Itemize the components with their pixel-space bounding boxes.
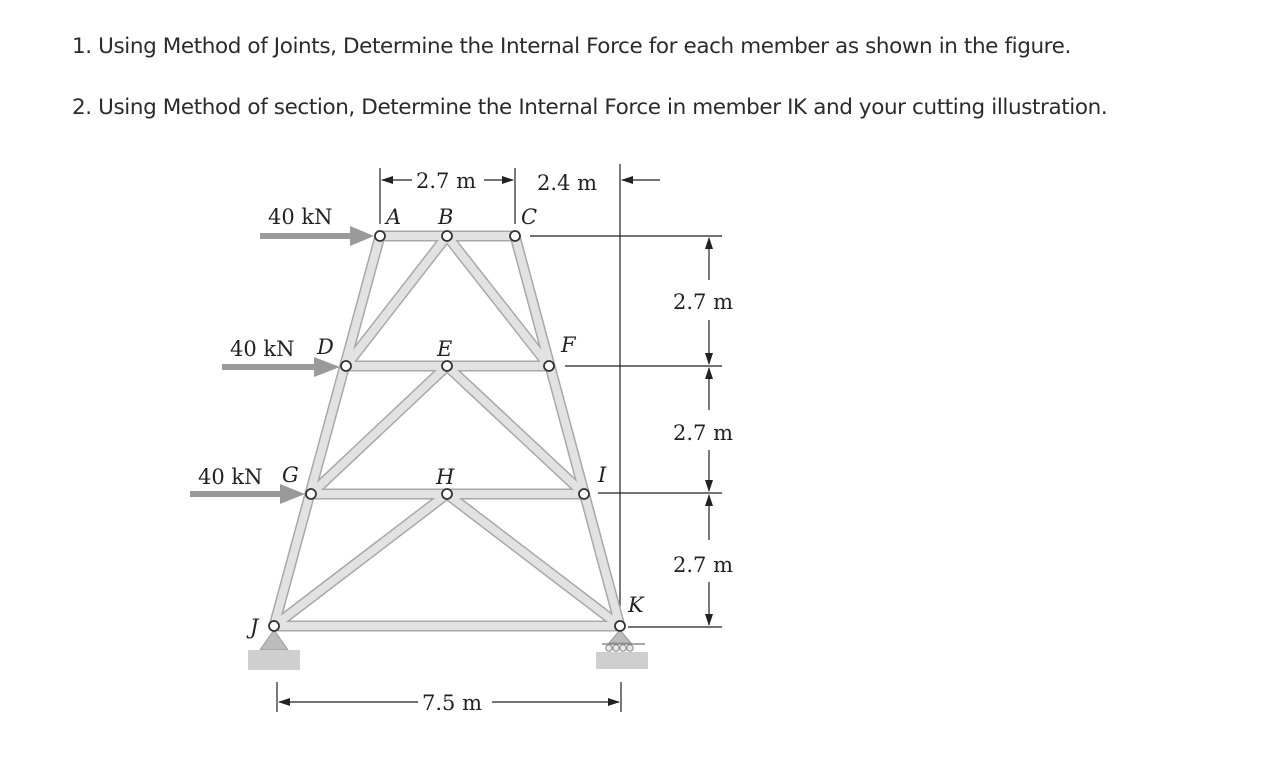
dim-label-height-3: 2.7 m: [673, 553, 733, 577]
joint-label-e: E: [437, 337, 453, 361]
joint-label-a: A: [386, 205, 402, 229]
dim-label-top-left: 2.7 m: [416, 169, 476, 193]
joint-f-pin: [544, 361, 554, 371]
joint-a-pin: [375, 231, 385, 241]
joint-label-i: I: [598, 463, 607, 487]
joint-e-pin: [442, 361, 452, 371]
load-arrow-a: [260, 226, 374, 246]
roller-support-k: [596, 630, 648, 669]
load-label-d: 40 kN: [230, 337, 295, 361]
joint-label-g: G: [282, 463, 299, 487]
joint-b-pin: [442, 231, 452, 241]
joint-label-j: J: [250, 615, 259, 639]
joint-label-f: F: [561, 333, 576, 357]
joint-j-pin: [269, 621, 279, 631]
dim-label-top-right: 2.4 m: [537, 171, 597, 195]
joint-label-c: C: [521, 205, 538, 229]
joint-d-pin: [341, 361, 351, 371]
joint-h-pin: [442, 489, 452, 499]
joint-i-pin: [579, 489, 589, 499]
joint-k-pin: [615, 621, 625, 631]
question-1: 1. Using Method of Joints, Determine the Internal Force for each member as shown in the figure.: [72, 34, 1071, 59]
load-label-a: 40 kN: [268, 205, 333, 229]
question-2: 2. Using Method of section, Determine the Internal Force in member IK and your cutting illustration.: [72, 95, 1108, 120]
dim-label-height-1: 2.7 m: [673, 290, 733, 314]
joint-label-b: B: [438, 205, 454, 229]
dim-label-base: 7.5 m: [422, 691, 482, 715]
joint-label-h: H: [436, 465, 455, 489]
dim-label-height-2: 2.7 m: [673, 421, 733, 445]
joint-label-k: K: [628, 593, 644, 617]
joint-g-pin: [306, 489, 316, 499]
joint-c-pin: [510, 231, 520, 241]
load-label-g: 40 kN: [198, 465, 263, 489]
joint-label-d: D: [317, 335, 334, 359]
